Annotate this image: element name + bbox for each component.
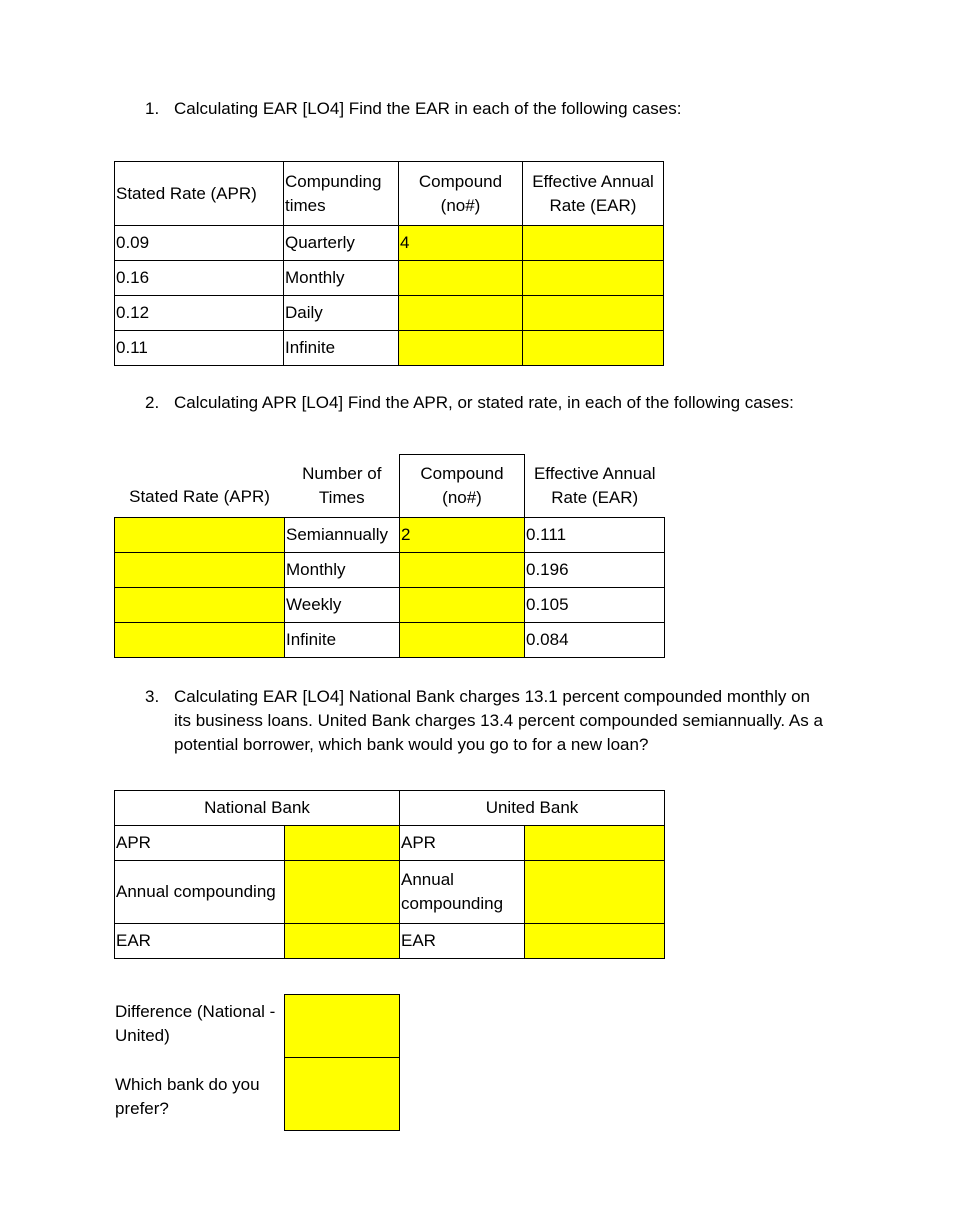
national-ear-input[interactable] xyxy=(285,924,400,959)
table-row xyxy=(115,518,665,553)
national-bank-header: National Bank xyxy=(115,791,400,826)
rate-cell: 0.12 xyxy=(115,296,284,331)
answer-table xyxy=(284,994,400,1131)
national-apr-input[interactable] xyxy=(285,826,400,861)
ear-table-header-times: Compunding times xyxy=(284,162,399,226)
apr-input[interactable] xyxy=(115,588,285,623)
question-1 xyxy=(145,97,845,121)
ear-input[interactable] xyxy=(523,261,664,296)
times-cell: Monthly xyxy=(284,261,399,296)
apr-table-header-rate: Stated Rate (APR) xyxy=(129,487,270,506)
ear-table-header-ear: Effective Annual Rate (EAR) xyxy=(523,162,664,226)
ear-cell: 0.105 xyxy=(525,588,665,623)
times-cell: Weekly xyxy=(285,588,400,623)
rate-cell: 0.11 xyxy=(115,331,284,366)
apr-input[interactable] xyxy=(115,518,285,553)
compound-input[interactable]: 4 xyxy=(399,226,523,261)
prefer-label: Which bank do you prefer? xyxy=(115,1075,260,1118)
compound-input[interactable] xyxy=(399,331,523,366)
ear-input[interactable] xyxy=(523,226,664,261)
united-compounding-label: Annual compounding xyxy=(400,861,525,924)
united-ear-input[interactable] xyxy=(525,924,665,959)
rate-cell: 0.09 xyxy=(115,226,284,261)
times-cell: Daily xyxy=(284,296,399,331)
difference-label: Difference (National - United) xyxy=(115,1002,276,1045)
table-row xyxy=(115,553,665,588)
ear-table-header-compound: Compound (no#) xyxy=(399,162,523,226)
ear-input[interactable] xyxy=(523,331,664,366)
united-apr-label: APR xyxy=(400,826,525,861)
difference-input[interactable] xyxy=(285,995,400,1058)
ear-table xyxy=(114,161,664,366)
ear-table-header-rate: Stated Rate (APR) xyxy=(115,162,284,226)
national-compounding-label: Annual compounding xyxy=(115,861,285,924)
times-cell: Monthly xyxy=(285,553,400,588)
table-row xyxy=(115,623,665,658)
united-compounding-input[interactable] xyxy=(525,861,665,924)
times-cell: Quarterly xyxy=(284,226,399,261)
question-2-number: 2. xyxy=(145,393,160,412)
apr-input[interactable] xyxy=(115,623,285,658)
bank-comparison-table xyxy=(114,790,665,959)
table-row xyxy=(115,226,664,261)
question-2 xyxy=(145,391,795,415)
compound-input[interactable] xyxy=(399,296,523,331)
ear-cell: 0.111 xyxy=(525,518,665,553)
question-2-text: Calculating APR [LO4] Find the APR, or stated rate, in each of the following cases: xyxy=(174,393,794,412)
times-cell: Semiannually xyxy=(285,518,400,553)
united-apr-input[interactable] xyxy=(525,826,665,861)
apr-table-header-times: Number of Times xyxy=(302,463,382,507)
ear-cell: 0.084 xyxy=(525,623,665,658)
question-3-number: 3. xyxy=(145,687,160,706)
national-ear-label: EAR xyxy=(115,924,285,959)
table-row xyxy=(115,331,664,366)
apr-table-header-compound: Compound (no#) xyxy=(400,455,525,518)
table-row xyxy=(115,261,664,296)
table-row xyxy=(115,588,665,623)
table-row xyxy=(115,924,665,959)
table-row xyxy=(115,861,665,924)
compound-input[interactable]: 2 xyxy=(400,518,525,553)
apr-table-header-ear: Effective Annual Rate (EAR) xyxy=(533,463,656,507)
ear-cell: 0.196 xyxy=(525,553,665,588)
compound-input[interactable] xyxy=(399,261,523,296)
prefer-input[interactable] xyxy=(285,1058,400,1131)
united-bank-header: United Bank xyxy=(400,791,665,826)
question-1-text: Calculating EAR [LO4] Find the EAR in each of the following cases: xyxy=(174,99,682,118)
national-compounding-input[interactable] xyxy=(285,861,400,924)
apr-table xyxy=(114,454,665,658)
table-row xyxy=(115,826,665,861)
times-cell: Infinite xyxy=(284,331,399,366)
national-apr-label: APR xyxy=(115,826,285,861)
apr-input[interactable] xyxy=(115,553,285,588)
compound-input[interactable] xyxy=(400,623,525,658)
question-3-text: Calculating EAR [LO4] National Bank charges 13.1 percent compounded monthly on its business loans. United Bank charges 13.4 percent compounded semiannually. As a potential borrower, which bank would you go to for a new loan? xyxy=(174,687,823,754)
table-row xyxy=(115,296,664,331)
united-ear-label: EAR xyxy=(400,924,525,959)
question-1-number: 1. xyxy=(145,99,160,118)
question-3 xyxy=(145,685,825,757)
times-cell: Infinite xyxy=(285,623,400,658)
rate-cell: 0.16 xyxy=(115,261,284,296)
ear-input[interactable] xyxy=(523,296,664,331)
compound-input[interactable] xyxy=(400,553,525,588)
compound-input[interactable] xyxy=(400,588,525,623)
